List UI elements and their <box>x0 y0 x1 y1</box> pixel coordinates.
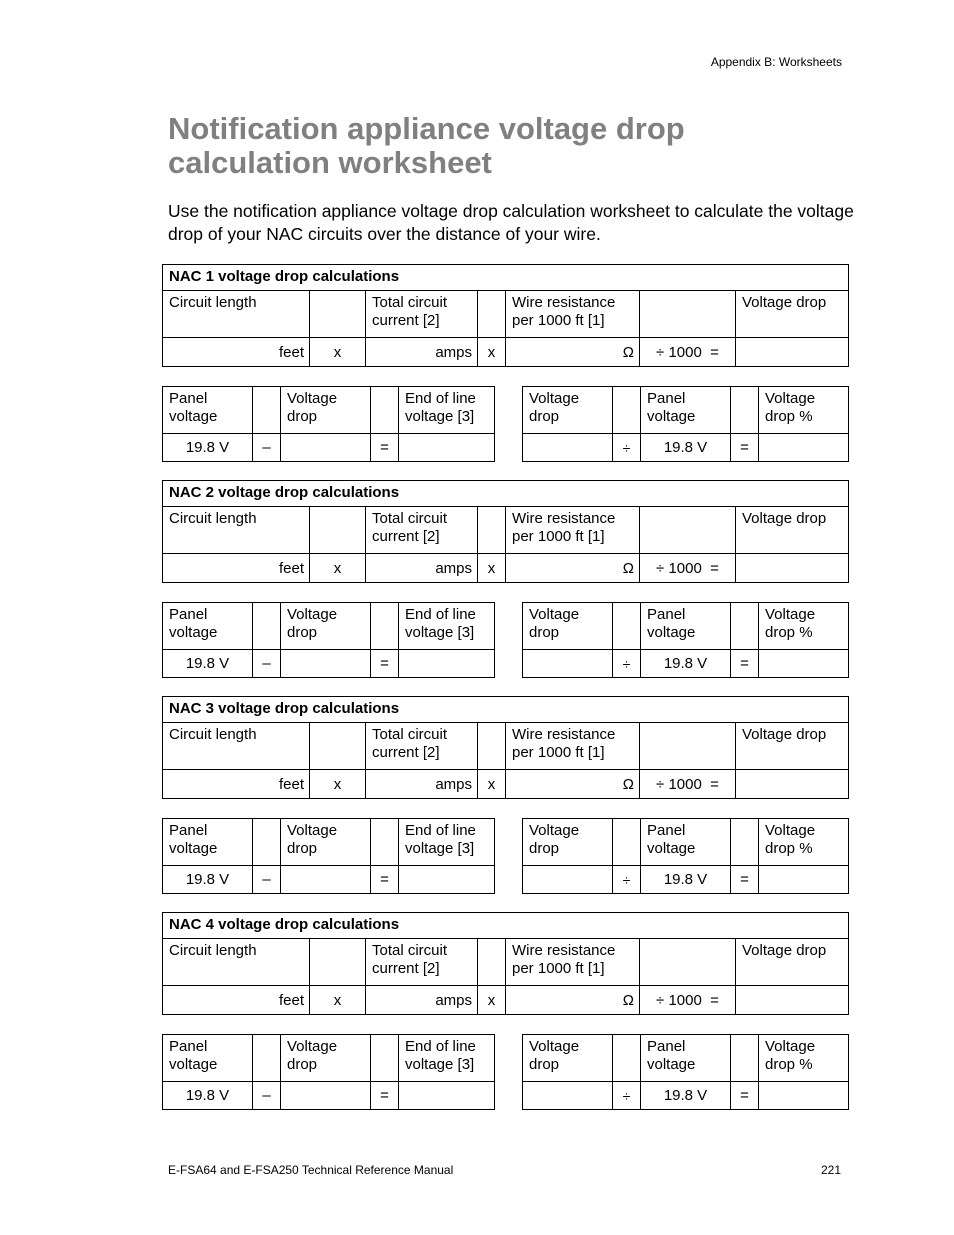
spacer-cell <box>371 819 399 866</box>
equals-operator: = <box>710 343 719 361</box>
equals-operator: = <box>371 866 399 894</box>
spacer-cell <box>310 291 366 338</box>
minus-operator: – <box>253 434 281 462</box>
nac-3-block <box>162 696 848 895</box>
panel-voltage-header: Panel voltage <box>163 603 253 650</box>
voltage-drop-percent-header: Voltage drop % <box>759 603 849 650</box>
voltage-drop-header: Voltage drop <box>281 1035 371 1082</box>
total-current-header: Total circuit current [2] <box>366 939 478 986</box>
end-of-line-result[interactable] <box>399 1082 495 1110</box>
nac-sub-calculations <box>162 602 848 679</box>
voltage-drop-percent-result[interactable] <box>759 866 849 894</box>
nac-4-block <box>162 912 848 1111</box>
equals-operator: = <box>710 775 719 793</box>
panel-voltage-value: 19.8 V <box>641 866 731 894</box>
panel-voltage-value: 19.8 V <box>641 650 731 678</box>
equals-operator: = <box>731 650 759 678</box>
spacer-cell <box>613 819 641 866</box>
panel-voltage-value: 19.8 V <box>163 434 253 462</box>
spacer-cell <box>253 387 281 434</box>
times-operator: x <box>310 554 366 583</box>
panel-voltage-header: Panel voltage <box>641 603 731 650</box>
nac-section-title: NAC 3 voltage drop calculations <box>163 697 849 723</box>
wire-resistance-input[interactable]: Ω <box>506 986 640 1015</box>
divide-operator: ÷ <box>613 866 641 894</box>
divide-1000-operator <box>640 770 736 799</box>
total-current-input[interactable]: amps <box>366 770 478 799</box>
equals-operator: = <box>371 650 399 678</box>
panel-voltage-header: Panel voltage <box>641 1035 731 1082</box>
spacer-cell <box>731 387 759 434</box>
voltage-drop-header: Voltage drop <box>523 1035 613 1082</box>
voltage-drop-header: Voltage drop <box>736 939 849 986</box>
wire-resistance-header: Wire resistance per 1000 ft [1] <box>506 507 640 554</box>
spacer-cell <box>310 939 366 986</box>
voltage-drop-input[interactable] <box>281 1082 371 1110</box>
divide-operator: ÷ <box>613 434 641 462</box>
wire-resistance-input[interactable]: Ω <box>506 338 640 367</box>
end-of-line-header: End of line voltage [3] <box>399 387 495 434</box>
divide-operator: ÷ <box>613 1082 641 1110</box>
minus-operator: – <box>253 1082 281 1110</box>
voltage-drop-header: Voltage drop <box>281 387 371 434</box>
spacer-cell <box>371 1035 399 1082</box>
voltage-drop-percent-result[interactable] <box>759 1082 849 1110</box>
spacer-cell <box>613 603 641 650</box>
nac-section-title: NAC 1 voltage drop calculations <box>163 265 849 291</box>
end-of-line-header: End of line voltage [3] <box>399 819 495 866</box>
spacer-cell <box>371 387 399 434</box>
voltage-drop-header: Voltage drop <box>281 819 371 866</box>
voltage-drop-percent-table <box>522 602 849 678</box>
nac-calc-table <box>162 696 849 799</box>
panel-voltage-value: 19.8 V <box>163 1082 253 1110</box>
nac-section-title: NAC 4 voltage drop calculations <box>163 913 849 939</box>
divide-1000-operator <box>640 338 736 367</box>
divide-1000-operator <box>640 554 736 583</box>
nac-calc-table <box>162 912 849 1015</box>
end-of-line-result[interactable] <box>399 434 495 462</box>
voltage-drop-input[interactable] <box>523 1082 613 1110</box>
end-of-line-result[interactable] <box>399 866 495 894</box>
voltage-drop-percent-table <box>522 1034 849 1110</box>
page-title: Notification appliance voltage drop calculation worksheet <box>168 111 685 180</box>
spacer-cell <box>371 603 399 650</box>
panel-voltage-value: 19.8 V <box>163 650 253 678</box>
spacer-cell <box>640 939 736 986</box>
spacer-cell <box>640 291 736 338</box>
circuit-length-input[interactable]: feet <box>163 338 310 367</box>
voltage-drop-header: Voltage drop <box>523 387 613 434</box>
circuit-length-header: Circuit length <box>163 291 310 338</box>
spacer-cell <box>731 1035 759 1082</box>
voltage-drop-percent-result[interactable] <box>759 650 849 678</box>
panel-voltage-value: 19.8 V <box>163 866 253 894</box>
circuit-length-header: Circuit length <box>163 723 310 770</box>
voltage-drop-header: Voltage drop <box>736 507 849 554</box>
voltage-drop-input[interactable] <box>281 866 371 894</box>
nac-sub-calculations <box>162 1034 848 1111</box>
equals-operator: = <box>731 1082 759 1110</box>
end-of-line-table <box>162 386 495 462</box>
total-current-header: Total circuit current [2] <box>366 507 478 554</box>
page-footer <box>168 1163 841 1177</box>
times-operator: x <box>310 770 366 799</box>
voltage-drop-percent-header: Voltage drop % <box>759 1035 849 1082</box>
nac-2-block <box>162 480 848 679</box>
end-of-line-table <box>162 1034 495 1110</box>
voltage-drop-input[interactable] <box>523 434 613 462</box>
voltage-drop-result[interactable] <box>736 770 849 799</box>
intro-paragraph: Use the notification appliance voltage drop calculation worksheet to calculate the voltage drop of your NAC circuits over the distance of your wire. <box>168 201 854 244</box>
divide-operator: ÷ <box>613 650 641 678</box>
end-of-line-table <box>162 818 495 894</box>
wire-resistance-header: Wire resistance per 1000 ft [1] <box>506 723 640 770</box>
wire-resistance-header: Wire resistance per 1000 ft [1] <box>506 939 640 986</box>
voltage-drop-header: Voltage drop <box>281 603 371 650</box>
times-operator: x <box>310 338 366 367</box>
divide-1000-text: ÷ 1000 <box>656 991 702 1009</box>
total-current-input[interactable]: amps <box>366 338 478 367</box>
divide-1000-operator <box>640 986 736 1015</box>
panel-voltage-header: Panel voltage <box>163 1035 253 1082</box>
end-of-line-header: End of line voltage [3] <box>399 603 495 650</box>
circuit-length-header: Circuit length <box>163 939 310 986</box>
voltage-drop-result[interactable] <box>736 986 849 1015</box>
voltage-drop-percent-table <box>522 818 849 894</box>
running-header: Appendix B: Worksheets <box>710 55 842 69</box>
times-operator: x <box>478 338 506 367</box>
nac-calc-table <box>162 480 849 583</box>
spacer-cell <box>640 507 736 554</box>
equals-operator: = <box>710 559 719 577</box>
voltage-drop-input[interactable] <box>523 866 613 894</box>
equals-operator: = <box>731 866 759 894</box>
manual-title: E-FSA64 and E-FSA250 Technical Reference Manual <box>168 1163 454 1177</box>
spacer-cell <box>478 723 506 770</box>
total-current-header: Total circuit current [2] <box>366 723 478 770</box>
end-of-line-table <box>162 602 495 678</box>
voltage-drop-percent-result[interactable] <box>759 434 849 462</box>
panel-voltage-header: Panel voltage <box>641 819 731 866</box>
wire-resistance-input[interactable]: Ω <box>506 554 640 583</box>
times-operator: x <box>478 554 506 583</box>
equals-operator: = <box>710 991 719 1009</box>
times-operator: x <box>478 770 506 799</box>
equals-operator: = <box>371 434 399 462</box>
spacer-cell <box>731 603 759 650</box>
wire-resistance-input[interactable]: Ω <box>506 770 640 799</box>
circuit-length-input[interactable]: feet <box>163 554 310 583</box>
voltage-drop-input[interactable] <box>281 650 371 678</box>
spacer-cell <box>310 507 366 554</box>
divide-1000-text: ÷ 1000 <box>656 775 702 793</box>
total-current-input[interactable]: amps <box>366 986 478 1015</box>
spacer-cell <box>613 387 641 434</box>
page-number: 221 <box>820 1163 841 1177</box>
divide-1000-text: ÷ 1000 <box>656 343 702 361</box>
voltage-drop-percent-table <box>522 386 849 462</box>
total-current-input[interactable]: amps <box>366 554 478 583</box>
voltage-drop-header: Voltage drop <box>523 603 613 650</box>
circuit-length-header: Circuit length <box>163 507 310 554</box>
voltage-drop-result[interactable] <box>736 554 849 583</box>
panel-voltage-header: Panel voltage <box>163 387 253 434</box>
nac-sub-calculations <box>162 818 848 895</box>
spacer-cell <box>478 507 506 554</box>
total-current-header: Total circuit current [2] <box>366 291 478 338</box>
equals-operator: = <box>371 1082 399 1110</box>
panel-voltage-value: 19.8 V <box>641 1082 731 1110</box>
panel-voltage-value: 19.8 V <box>641 434 731 462</box>
voltage-drop-header: Voltage drop <box>736 723 849 770</box>
nac-sub-calculations <box>162 386 848 463</box>
panel-voltage-header: Panel voltage <box>641 387 731 434</box>
wire-resistance-header: Wire resistance per 1000 ft [1] <box>506 291 640 338</box>
panel-voltage-header: Panel voltage <box>163 819 253 866</box>
spacer-cell <box>478 291 506 338</box>
times-operator: x <box>478 986 506 1015</box>
divide-1000-text: ÷ 1000 <box>656 559 702 577</box>
voltage-drop-header: Voltage drop <box>736 291 849 338</box>
nac-section-title: NAC 2 voltage drop calculations <box>163 481 849 507</box>
circuit-length-input[interactable]: feet <box>163 986 310 1015</box>
equals-operator: = <box>731 434 759 462</box>
times-operator: x <box>310 986 366 1015</box>
minus-operator: – <box>253 866 281 894</box>
voltage-drop-result[interactable] <box>736 338 849 367</box>
spacer-cell <box>613 1035 641 1082</box>
spacer-cell <box>731 819 759 866</box>
spacer-cell <box>253 603 281 650</box>
spacer-cell <box>310 723 366 770</box>
spacer-cell <box>478 939 506 986</box>
spacer-cell <box>640 723 736 770</box>
nac-calc-table <box>162 264 849 367</box>
spacer-cell <box>253 1035 281 1082</box>
voltage-drop-header: Voltage drop <box>523 819 613 866</box>
end-of-line-header: End of line voltage [3] <box>399 1035 495 1082</box>
minus-operator: – <box>253 650 281 678</box>
end-of-line-result[interactable] <box>399 650 495 678</box>
spacer-cell <box>253 819 281 866</box>
circuit-length-input[interactable]: feet <box>163 770 310 799</box>
nac-1-block <box>162 264 848 463</box>
voltage-drop-percent-header: Voltage drop % <box>759 387 849 434</box>
voltage-drop-input[interactable] <box>281 434 371 462</box>
voltage-drop-input[interactable] <box>523 650 613 678</box>
voltage-drop-percent-header: Voltage drop % <box>759 819 849 866</box>
